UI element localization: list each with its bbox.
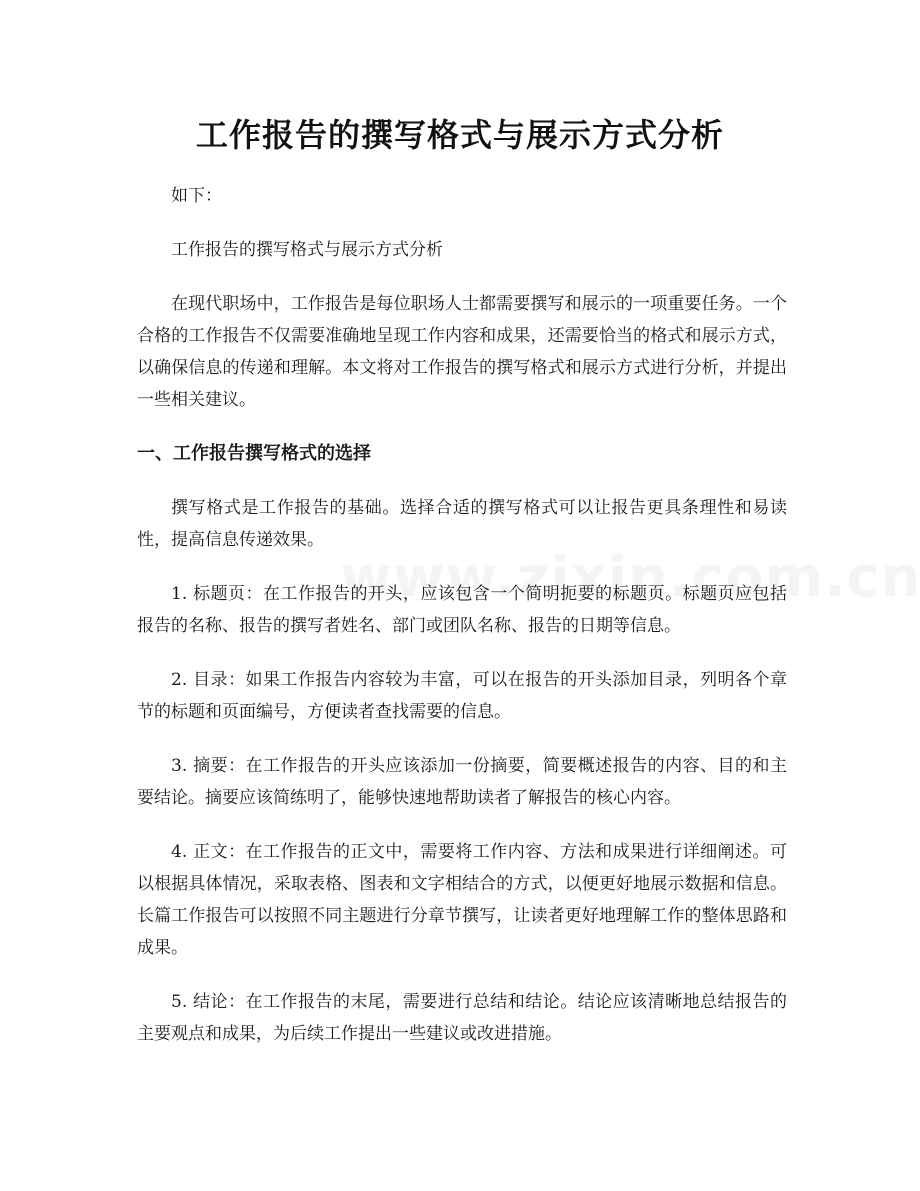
intro-line: 如下：: [171, 186, 222, 206]
list-item-abstract: 3. 摘要：在工作报告的开头应该添加一份摘要，简要概述报告的内容、目的和主要结论。摘要应该简练明了，能够快速地帮助读者了解报告的核心内容。: [137, 756, 787, 808]
list-item-body: 4. 正文：在工作报告的正文中，需要将工作内容、方法和成果进行详细阐述。可以根据具体情况，采取表格、图表和文字相结合的方式，以便更好地展示数据和信息。长篇工作报告可以按照不同主题进行分章节撰写，让读者更好地理解工作的整体思路和成果。: [137, 842, 787, 958]
subtitle-line: 工作报告的撰写格式与展示方式分析: [171, 240, 443, 260]
list-item-conclusion: 5. 结论：在工作报告的末尾，需要进行总结和结论。结论应该清晰地总结报告的主要观点和成果，为后续工作提出一些建议或改进措施。: [137, 992, 787, 1044]
section-paragraph: 撰写格式是工作报告的基础。选择合适的撰写格式可以让报告更具条理性和易读性，提高信息传递效果。: [137, 498, 787, 550]
document-title: 工作报告的撰写格式与展示方式分析: [195, 116, 724, 154]
section-heading: 一、工作报告撰写格式的选择: [137, 443, 371, 464]
intro-paragraph: 在现代职场中，工作报告是每位职场人士都需要撰写和展示的一项重要任务。一个合格的工作报告不仅需要准确地呈现工作内容和成果，还需要恰当的格式和展示方式，以确保信息的传递和理解。本文将对工作报告的撰写格式和展示方式进行分析，并提出一些相关建议。: [137, 294, 787, 410]
list-item-toc: 2. 目录：如果工作报告内容较为丰富，可以在报告的开头添加目录，列明各个章节的标题和页面编号，方便读者查找需要的信息。: [137, 670, 787, 722]
document-body: [137, 180, 787, 1072]
list-item-title-page: 1. 标题页：在工作报告的开头，应该包含一个简明扼要的标题页。标题页应包括报告的名称、报告的撰写者姓名、部门或团队名称、报告的日期等信息。: [137, 584, 787, 636]
